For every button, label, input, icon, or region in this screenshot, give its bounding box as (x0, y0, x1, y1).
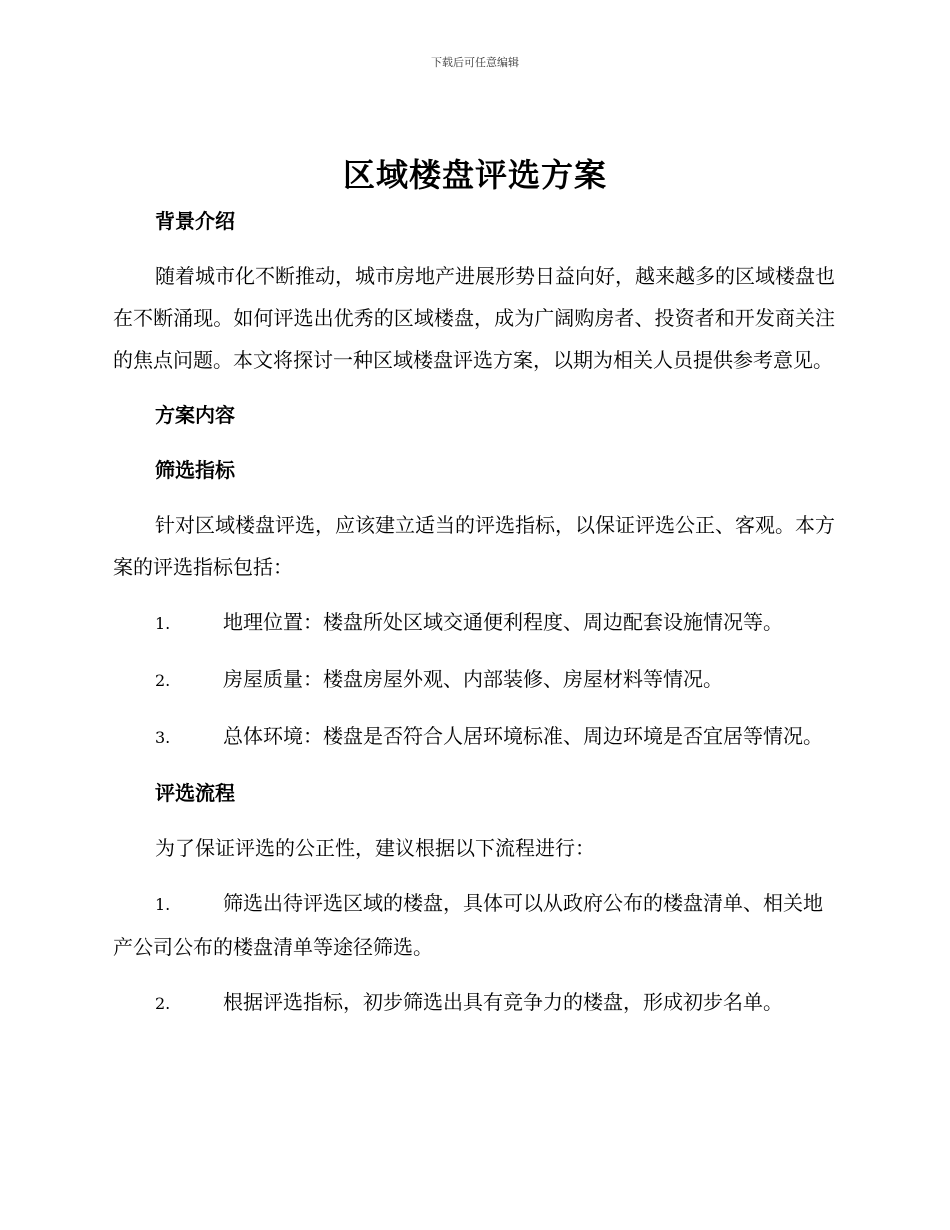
document-body (113, 200, 835, 1025)
list-text: 筛选出待评选区域的楼盘，具体可以从政府公布的楼盘清单、相关地产公司公布的楼盘清单等途径筛选。 (113, 891, 823, 959)
heading-criteria: 筛选指标 (155, 458, 235, 482)
heading-background: 背景介绍 (155, 209, 235, 233)
heading-process: 评选流程 (155, 781, 235, 805)
criteria-intro: 针对区域楼盘评选，应该建立适当的评选指标，以保证评选公正、客观。本方案的评选指标包括： (113, 513, 835, 579)
list-item (113, 715, 835, 759)
list-text: 房屋质量：楼盘房屋外观、内部装修、房屋材料等情况。 (223, 667, 723, 691)
list-item (113, 601, 835, 645)
list-text: 地理位置：楼盘所处区域交通便利程度、周边配套设施情况等。 (223, 610, 783, 634)
list-item (113, 981, 835, 1025)
list-number: 1. (155, 614, 171, 633)
background-paragraph: 随着城市化不断推动，城市房地产进展形势日益向好，越来越多的区域楼盘也在不断涌现。如何评选出优秀的区域楼盘，成为广阔购房者、投资者和开发商关注的焦点问题。本文将探讨一种区域楼盘评选方案，以期为相关人员提供参考意见。 (113, 264, 835, 372)
process-intro: 为了保证评选的公正性，建议根据以下流程进行： (155, 836, 595, 860)
header-note: 下载后可任意编辑 (431, 56, 519, 69)
list-number: 3. (155, 728, 171, 747)
list-text: 总体环境：楼盘是否符合人居环境标准、周边环境是否宜居等情况。 (223, 724, 823, 748)
document-title: 区域楼盘评选方案 (342, 156, 607, 194)
list-item (113, 882, 835, 968)
list-item (113, 658, 835, 702)
list-text: 根据评选指标，初步筛选出具有竞争力的楼盘，形成初步名单。 (223, 990, 783, 1014)
heading-plan: 方案内容 (155, 403, 235, 427)
list-number: 2. (155, 671, 171, 690)
list-number: 1. (155, 895, 171, 914)
list-number: 2. (155, 994, 171, 1013)
